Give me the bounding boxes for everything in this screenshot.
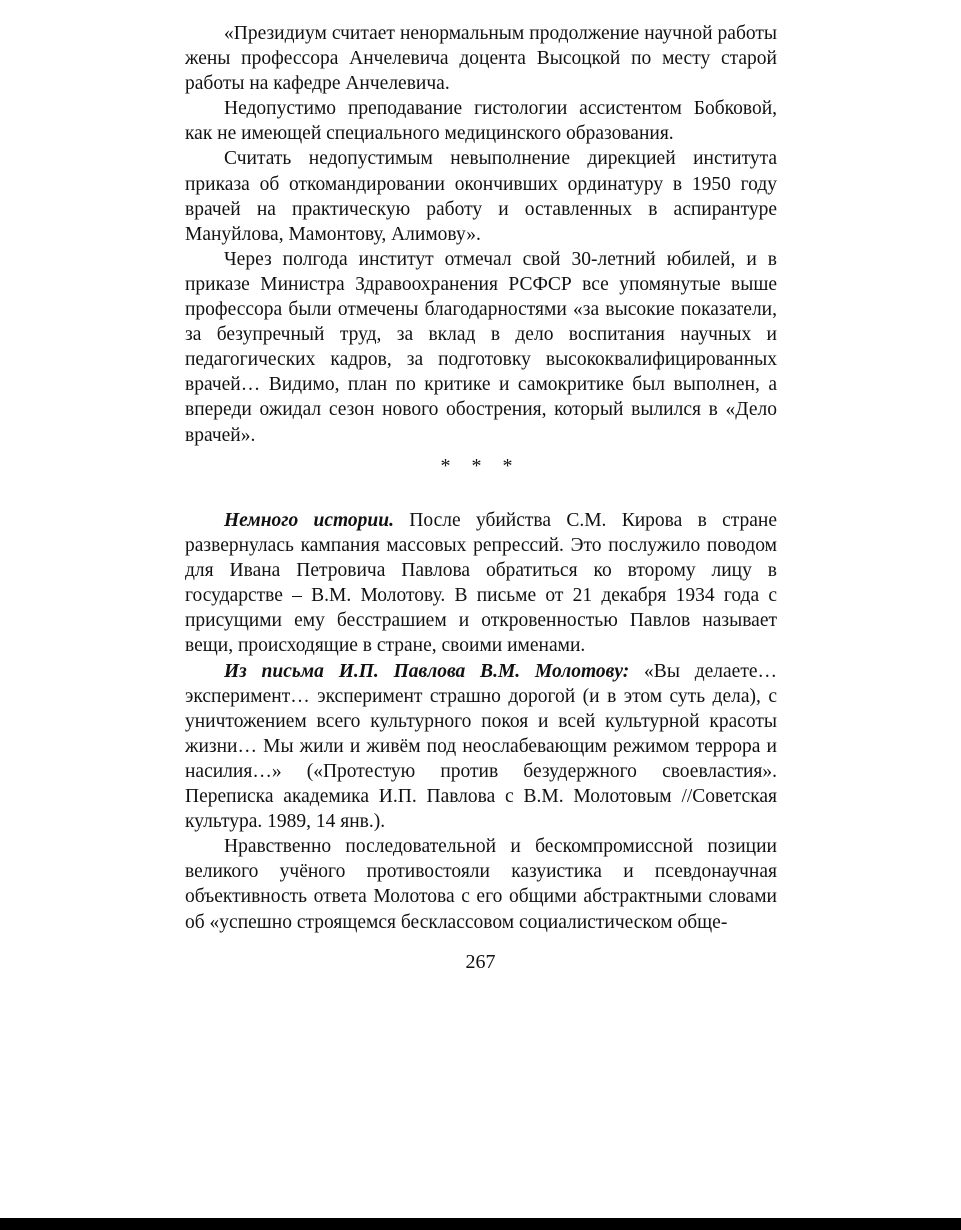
paragraph-final: Нравственно последовательной и бескомпромиссной позиции великого учёного противостояли казуистика и псевдонаучная объективность ответа Молотова с его общими абстрактными словами об «успешно строящемся бесклассовом социалистическом обще- xyxy=(185,836,777,933)
letter-text: «Вы делаете… эксперимент… эксперимент страшно дорогой (и в этом суть дела), с уничтожением всего культурного покоя и всей культурной красоты жизни… Мы жили и живём под неослабевающим режимом террора и насилия…» («Протестую против безудержного своевластия». Переписка академика И.П. Павлова с В.М. Молотовым //Советская культура. 1989, 14 янв.). xyxy=(185,660,777,833)
bottom-text-block xyxy=(185,508,777,935)
section-separator: * * * xyxy=(440,455,521,477)
history-text: После убийства С.М. Кирова в стране развернулась кампания массовых репрессий. Это послужило поводом для Ивана Петровича Павлова обратиться ко второму лицу в государстве – В.М. Молотову. В письме от 21 декабря 1934 года с присущими ему бесстрашием и откровенностью Павлов называет вещи, происходящие в стране, своими именами. xyxy=(185,510,777,657)
paragraph-history xyxy=(185,508,777,659)
history-lead: Немного истории. xyxy=(224,510,394,531)
paragraph-jubilee: Через полгода институт отмечал свой 30-летний юбилей, и в приказе Министра Здравоохранения РСФСР все упомянутые выше профессора были отмечены благодарностями «за высокие показатели, за безупречный труд, за вклад в дело воспитания научных и педагогических кадров, за подготовку высококвалифицированных врачей… Видимо, план по критике и самокритике был выполнен, а впереди ожидал сезон нового обострения, который вылился в «Дело врачей». xyxy=(185,248,777,446)
paragraph-residency: Считать недопустимым невыполнение дирекцией института приказа об откомандировании окончивших ординатуру в 1950 году врачей на практическую работу и оставленных в аспирантуре Мануйлова, Мамонтову, Алимову». xyxy=(185,148,777,245)
page-number: 267 xyxy=(465,951,496,973)
paragraph-letter xyxy=(185,659,777,835)
letter-lead: Из письма И.П. Павлова В.М. Молотову: xyxy=(224,660,630,682)
paragraph-presidium: «Президиум считает ненормальным продолжение научной работы жены профессора Анчелевича доцента Высоцкой по месту старой работы на кафедре Анчелевича. xyxy=(185,23,777,95)
paragraph-histology: Недопустимо преподавание гистологии ассистентом Бобковой, как не имеющей специального медицинского образования. xyxy=(185,98,777,145)
scan-bottom-border xyxy=(0,1218,961,1230)
top-text-block xyxy=(185,21,777,448)
